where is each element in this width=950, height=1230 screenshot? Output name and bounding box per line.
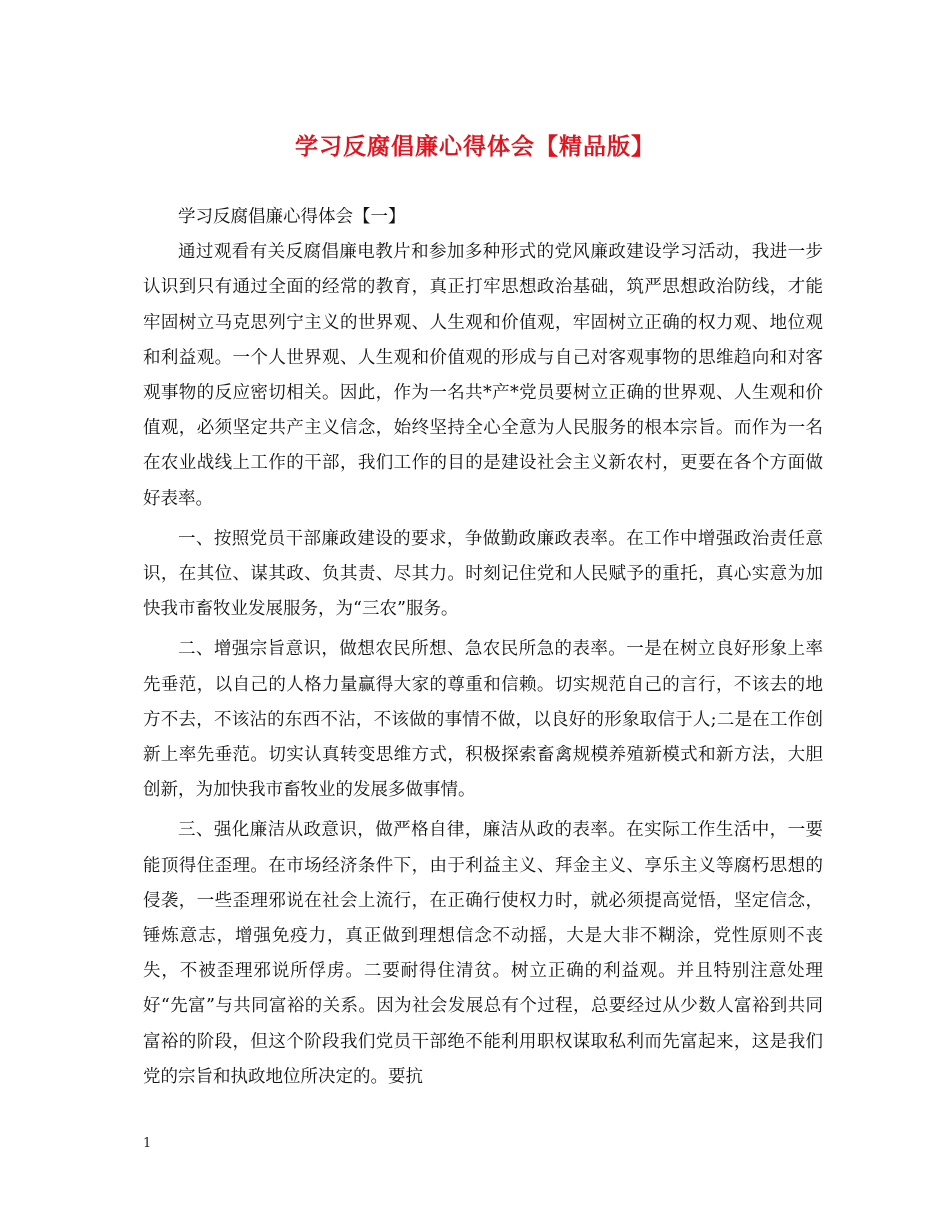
page-number: 1: [143, 1136, 152, 1151]
paragraph-intro: 通过观看有关反腐倡廉电教片和参加多种形式的党风廉政建设学习活动，我进一步认识到只有通过全面的经常的教育，真正打牢思想政治基础，筑严思想政治防线，才能牢固树立马克思列宁主义的世界观、人生观和价值观，牢固树立正确的权力观、地位观和利益观。一个人世界观、人生观和价值观的形成与自己对客观事物的思维趋向和对客观事物的反应密切相关。因此，作为一名共*产*党员要树立正确的世界观、人生观和价值观，必须坚定共产主义信念，始终坚持全心全意为人民服务的根本宗旨。而作为一名在农业战线上工作的干部，我们工作的目的是建设社会主义新农村，更要在各个方面做好表率。: [143, 242, 823, 509]
paragraph-point-three: 三、强化廉洁从政意识，做严格自律，廉洁从政的表率。在实际工作生活中，一要能顶得住歪理。在市场经济条件下，由于利益主义、拜金主义、享乐主义等腐朽思想的侵袭，一些歪理邪说在社会上流行，在正确行使权力时，就必须提高觉悟，坚定信念，锤炼意志，增强免疫力，真正做到理想信念不动摇，大是大非不糊涂，党性原则不丧失，不被歪理邪说所俘虏。二要耐得住清贫。树立正确的利益观。并且特别注意处理好“先富”与共同富裕的关系。因为社会发展总有个过程，总要经过从少数人富裕到共同富裕的阶段，但这个阶段我们党员干部绝不能利用职权谋取私利而先富起来，这是我们党的宗旨和执政地位所决定的。要抗: [143, 820, 823, 1087]
document-body: [143, 200, 823, 1095]
paragraph-point-two: 二、增强宗旨意识，做想农民所想、急农民所急的表率。一是在树立良好形象上率先垂范，以自己的人格力量赢得大家的尊重和信赖。切实规范自己的言行，不该去的地方不去，不该沾的东西不沾，不该做的事情不做，以良好的形象取信于人;二是在工作创新上率先垂范。切实认真转变思维方式，积极探索畜禽规模养殖新模式和新方法，大胆创新，为加快我市畜牧业的发展多做事情。: [143, 639, 823, 801]
document-title: 学习反腐倡廉心得体会【精品版】: [295, 133, 655, 160]
section-heading: 学习反腐倡廉心得体会【一】: [178, 207, 406, 227]
paragraph-point-one: 一、按照党员干部廉政建设的要求，争做勤政廉政表率。在工作中增强政治责任意识，在其位、谋其政、负其责、尽其力。时刻记住党和人民赋予的重托，真心实意为加快我市畜牧业发展服务，为“三农”服务。: [143, 528, 823, 620]
